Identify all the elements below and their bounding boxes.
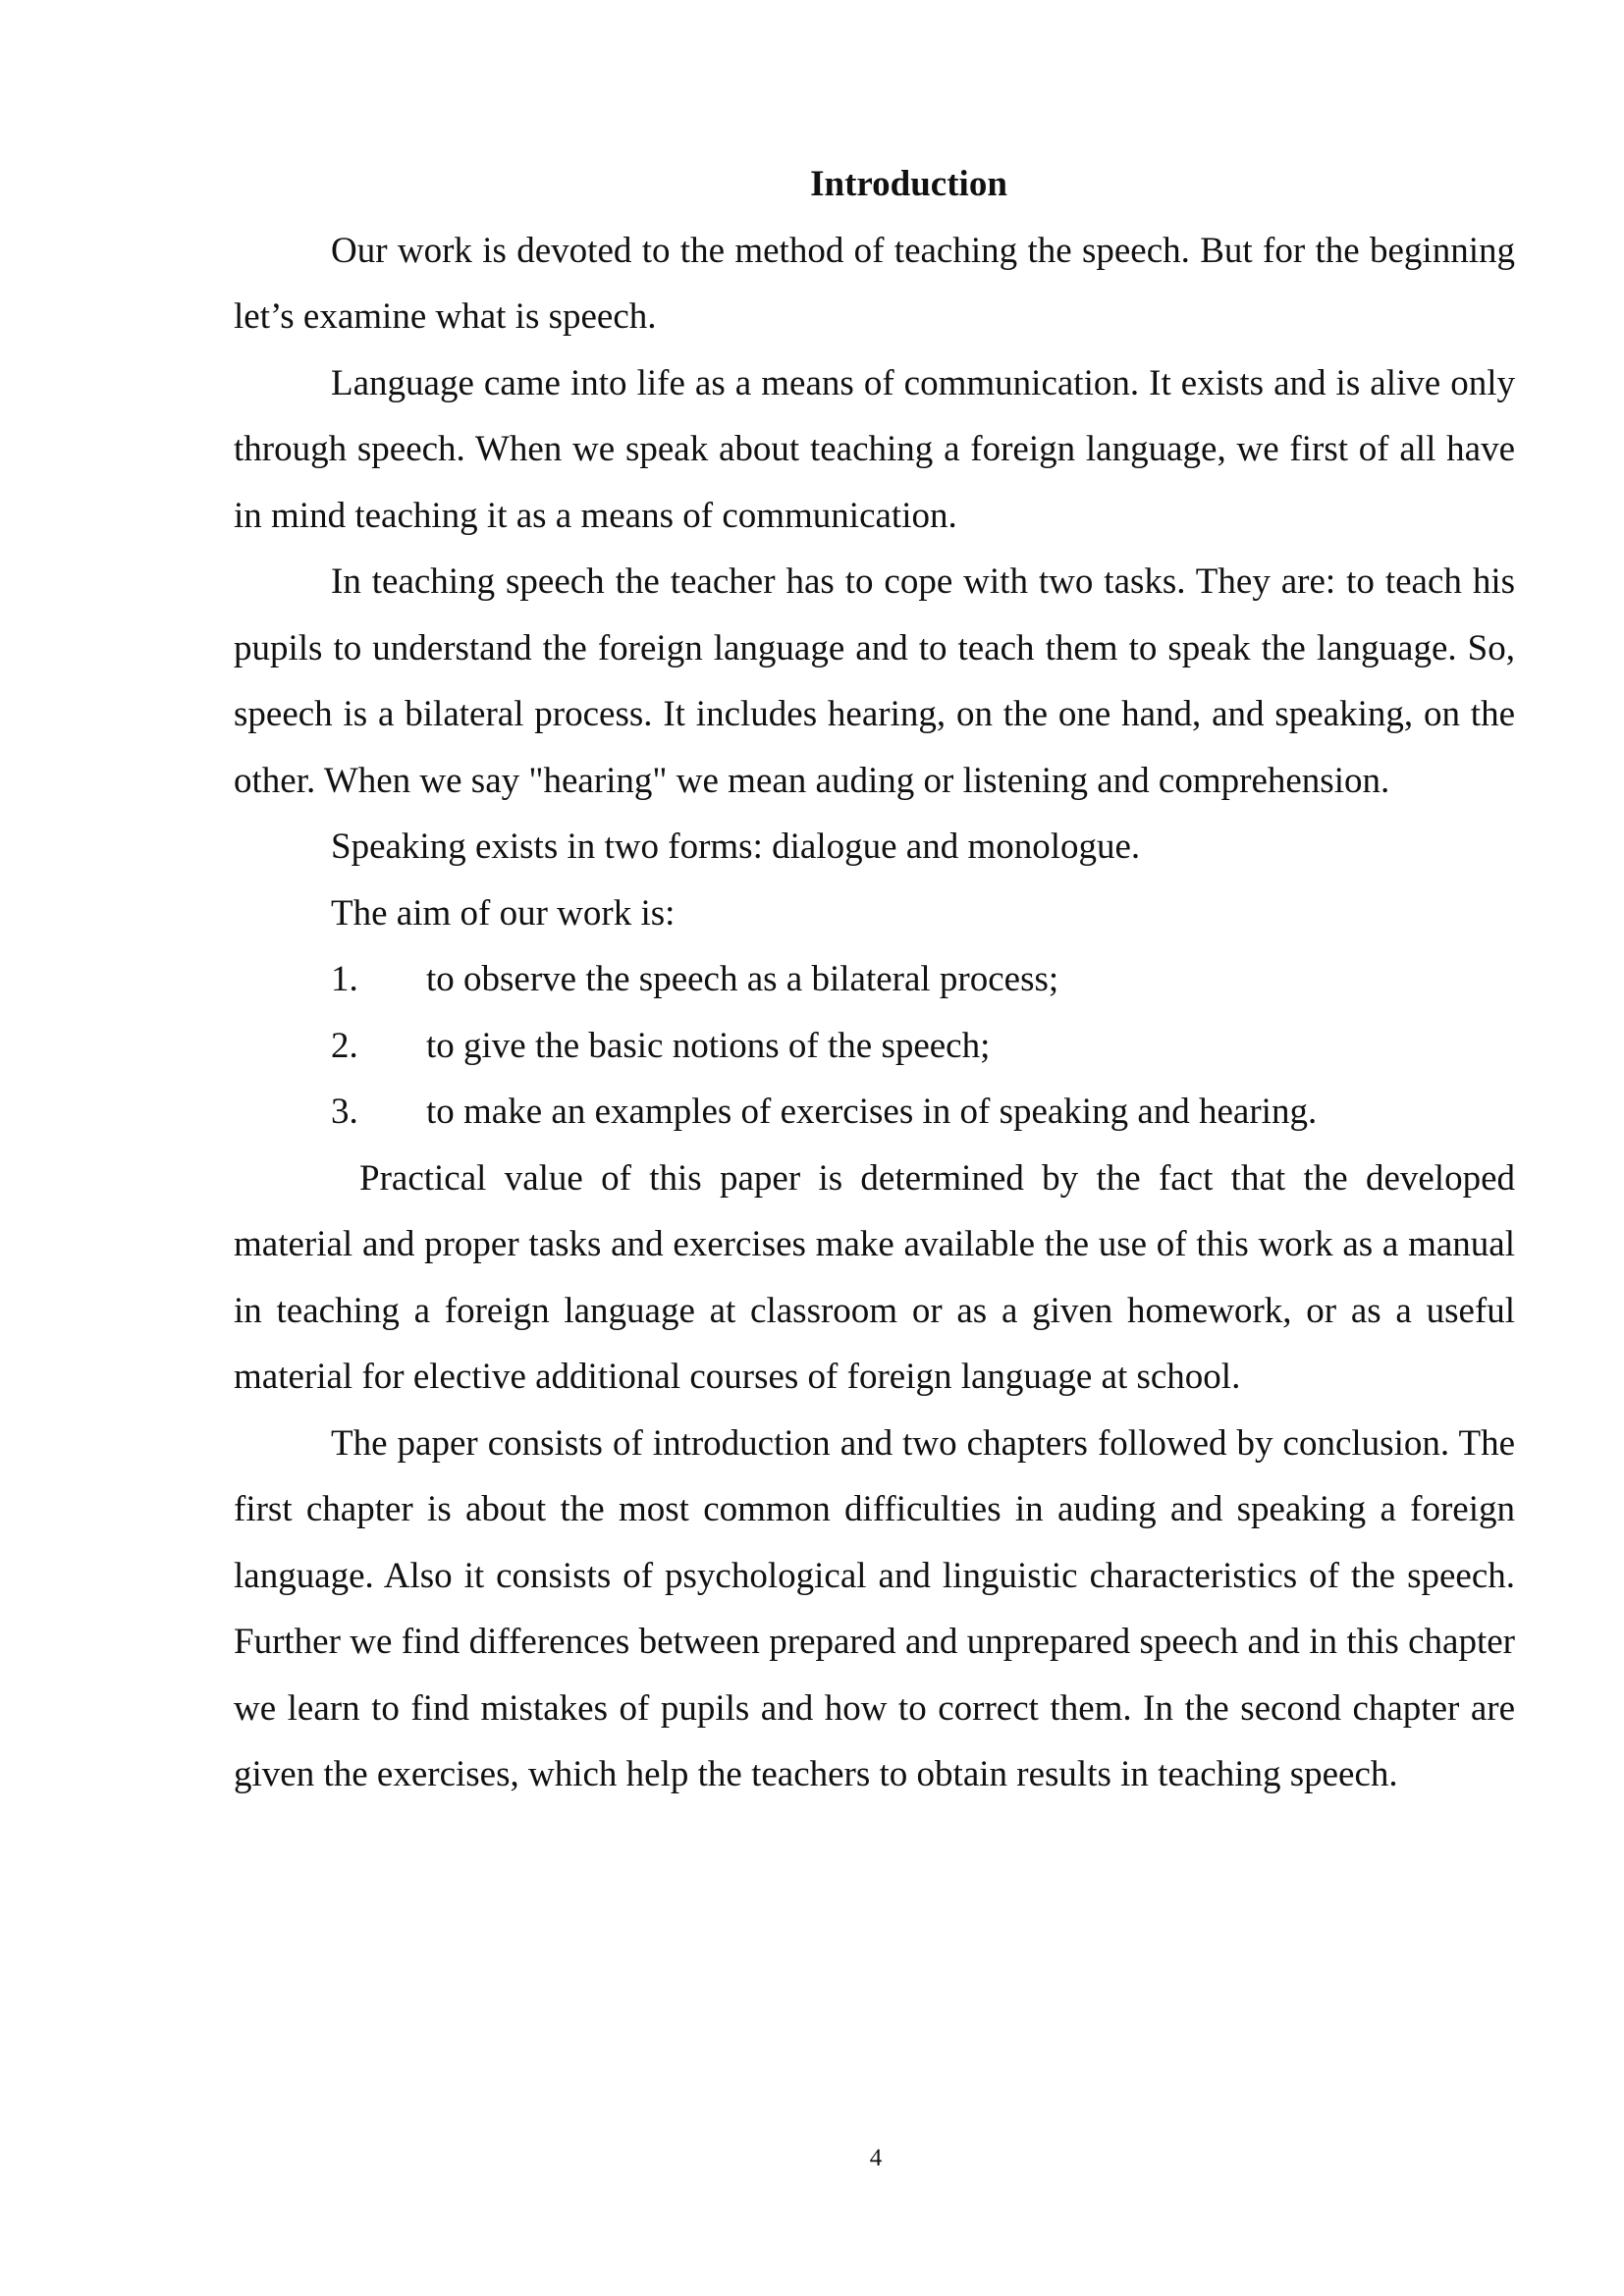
page-content (234, 151, 1515, 1808)
aims-list-number: 3. (331, 1092, 358, 1132)
paragraph-intro: Our work is devoted to the method of teaching the speech. But for the beginning let’s examine what is speech. (234, 230, 1515, 337)
paragraph-structure: The paper consists of introduction and two chapters followed by conclusion. The first chapter is about the most common difficulties in auding and speaking a foreign language. Also it consists of psychological and linguistic characteristics of the speech. Further we find differences between prepared and unprepared speech and in this chapter we learn to find mistakes of pupils and how to correct them. In the second chapter are given the exercises, which help the teachers to obtain results in teaching speech. (234, 1422, 1515, 1794)
aims-list-text: to give the basic notions of the speech; (426, 1025, 991, 1066)
page-number: 4 (869, 2145, 883, 2171)
aims-list-number: 1. (331, 959, 358, 999)
aims-list-text: to observe the speech as a bilateral process; (426, 959, 1059, 999)
aims-list-number: 2. (331, 1025, 358, 1066)
paragraph-forms: Speaking exists in two forms: dialogue and monologue. (331, 827, 1141, 867)
aims-list-item (234, 1079, 1515, 1146)
paragraph-language: Language came into life as a means of communication. It exists and is alive only through speech. When we speak about teaching a foreign language, we first of all have in mind teaching it as a means of communication. (234, 362, 1515, 536)
paragraph-practical-value: Practical value of this paper is determined by the fact that the developed material and proper tasks and exercises make available the use of this work as a manual in teaching a foreign language at classroom or as a given homework, or as a useful material for elective additional courses of foreign language at school. (234, 1157, 1515, 1397)
paragraph-tasks: In teaching speech the teacher has to cope with two tasks. They are: to teach his pupils to understand the foreign language and to teach them to speak the language. So, speech is a bilateral process. It includes hearing, on the one hand, and speaking, on the other. When we say "hearing" we mean auding or listening and comprehension. (234, 561, 1515, 801)
aims-list-item (234, 1013, 1515, 1080)
paragraph-aim: The aim of our work is: (331, 892, 676, 934)
aims-list (234, 946, 1515, 1146)
section-title: Introduction (810, 164, 1007, 204)
aims-list-text: to make an examples of exercises in of speaking and hearing. (426, 1092, 1318, 1132)
aims-list-item (234, 946, 1515, 1013)
